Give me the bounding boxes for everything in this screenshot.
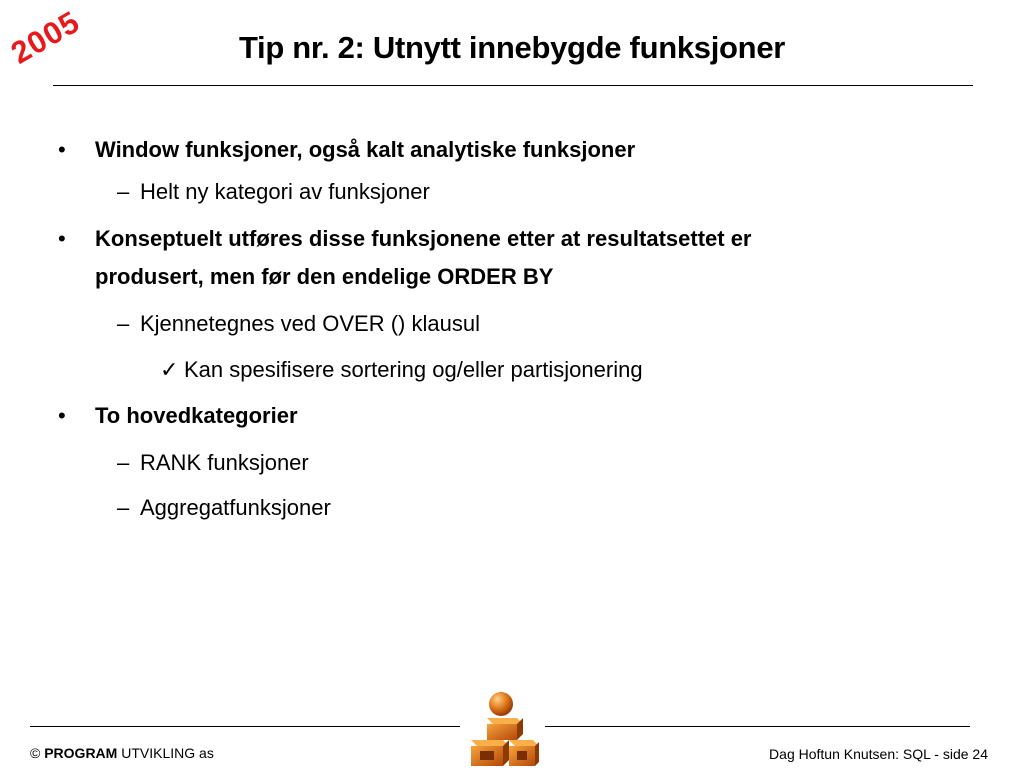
sub-bullet-over-clause: Kjennetegnes ved OVER () klausul [140,311,480,336]
dash-marker: – [117,450,130,475]
sub-bullet-rank-functions: RANK funksjoner [140,450,309,475]
footer-brand: PROGRAM [44,745,118,761]
bullet-marker: • [58,137,66,162]
bullet-conceptual-line2: produsert, men før den endelige ORDER BY [95,264,554,289]
dash-marker: – [117,311,130,336]
footer-divider-left [30,726,460,727]
footer-company: UTVIKLING as [121,745,214,761]
title-divider [53,85,973,86]
footer-page-number: Dag Hoftun Knutsen: SQL - side 24 [769,746,988,762]
footer-copyright [30,745,214,761]
dash-marker: – [117,179,130,204]
year-badge: 2005 [5,3,86,71]
sub-bullet-aggregate-functions: Aggregatfunksjoner [140,495,331,520]
footer-divider-right [545,726,970,727]
bullet-marker: • [58,403,66,428]
bullet-window-functions: Window funksjoner, også kalt analytiske funksjoner [95,137,636,162]
checkmark-icon: ✓ [160,357,179,382]
company-logo-icon [463,690,543,768]
sub-bullet-new-category: Helt ny kategori av funksjoner [140,179,430,204]
bullet-conceptual-line1: Konseptuelt utføres disse funksjonene etter at resultatsettet er [95,226,752,251]
bullet-marker: • [58,226,66,251]
slide-title: Tip nr. 2: Utnytt innebygde funksjoner [238,30,786,65]
dash-marker: – [117,495,130,520]
bullet-main-categories: To hovedkategorier [95,403,298,428]
check-item-sorting-partitioning: Kan spesifisere sortering og/eller partisjonering [184,357,643,382]
copyright-symbol: © [30,745,41,761]
